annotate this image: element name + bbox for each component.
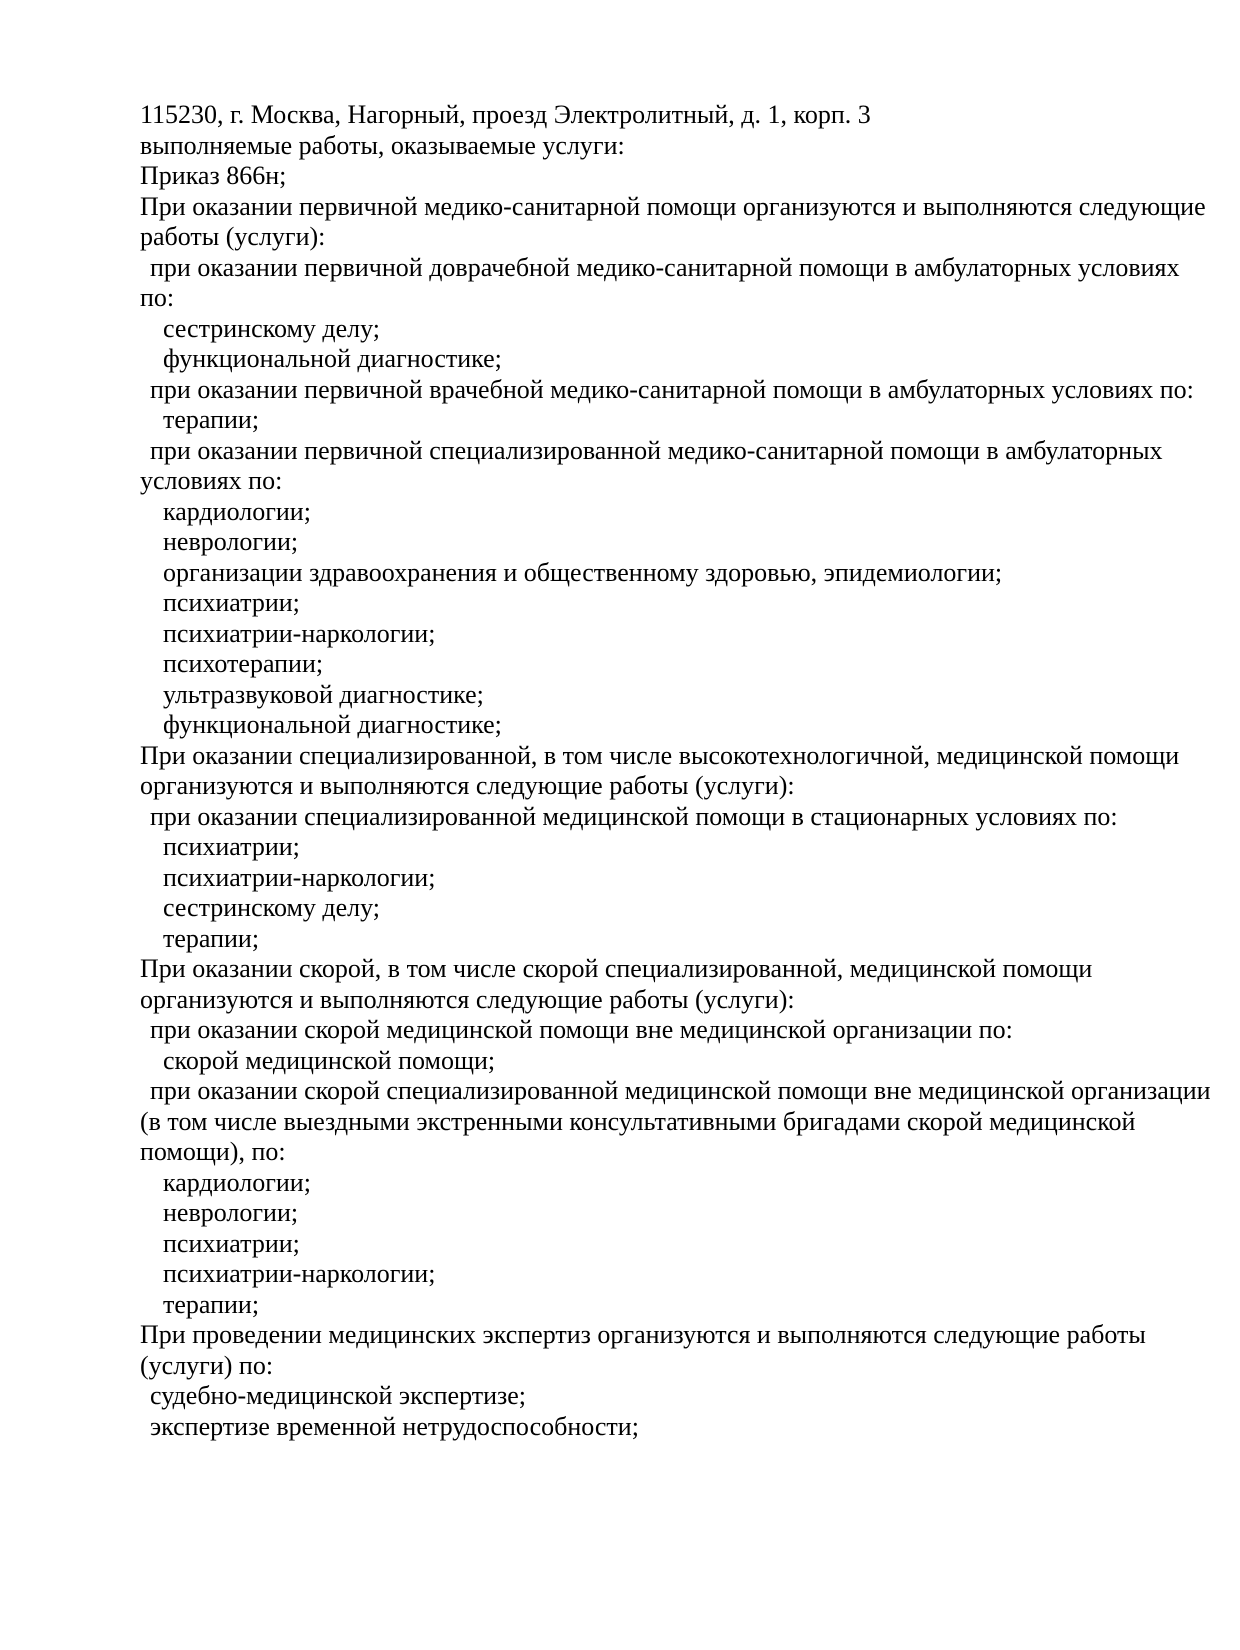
text-line: терапии; [163, 405, 260, 434]
text-line: судебно-медицинской экспертизе; [150, 1381, 527, 1410]
text-line: При оказании скорой, в том числе скорой специализированной, медицинской помощи [140, 954, 1093, 983]
text-line: (услуги) по: [140, 1350, 274, 1380]
text-line: При проведении медицинских экспертиз организуются и выполняются следующие работы [140, 1320, 1146, 1349]
text-line: при оказании специализированной медицинской помощи в стационарных условиях по: [150, 801, 1118, 831]
text-line: организации здравоохранения и общественному здоровью, эпидемиологии; [163, 557, 1003, 587]
text-line: по: [140, 283, 175, 312]
text-line: Приказ 866н; [140, 161, 287, 190]
text-line: при оказании скорой медицинской помощи вне медицинской организации по: [150, 1015, 1013, 1044]
text-line: психотерапии; [163, 649, 324, 678]
text-line: кардиологии; [163, 1167, 311, 1197]
text-line: функциональной диагностике; [163, 710, 502, 739]
text-line: При оказании специализированной, в том числе высокотехнологичной, медицинской помощи [140, 740, 1180, 770]
text-line: помощи), по: [140, 1137, 286, 1166]
text-line: при оказании первичной специализированной медико-санитарной помощи в амбулаторных [150, 435, 1163, 465]
text-line: психиатрии; [163, 1228, 300, 1258]
text-line: выполняемые работы, оказываемые услуги: [140, 130, 625, 160]
text-line: скорой медицинской помощи; [163, 1045, 496, 1075]
text-line: при оказании первичной врачебной медико-санитарной помощи в амбулаторных условиях по: [150, 374, 1194, 404]
text-line: 115230, г. Москва, Нагорный, проезд Электролитный, д. 1, корп. 3 [140, 100, 871, 129]
text-line: неврологии; [163, 527, 299, 556]
text-line: при оказании скорой специализированной медицинской помощи вне медицинской организации [150, 1076, 1211, 1105]
text-line: организуются и выполняются следующие работы (услуги): [140, 771, 795, 800]
text-line: психиатрии-наркологии; [163, 862, 436, 892]
text-line: кардиологии; [163, 496, 311, 526]
text-line: условиях по: [140, 466, 283, 495]
text-line: При оказании первичной медико-санитарной помощи организуются и выполняются следующие [140, 191, 1206, 221]
text-line: терапии; [163, 1289, 260, 1319]
text-line: организуются и выполняются следующие работы (услуги): [140, 984, 795, 1014]
text-line: ультразвуковой диагностике; [163, 679, 484, 709]
text-line: психиатрии; [163, 588, 300, 617]
document-text [140, 100, 1211, 1442]
text-line: сестринскому делу; [163, 313, 381, 343]
text-line: психиатрии-наркологии; [163, 1259, 436, 1288]
text-line: терапии; [163, 923, 260, 953]
text-line: неврологии; [163, 1198, 299, 1227]
text-line: психиатрии; [163, 832, 300, 861]
text-line: (в том числе выездными экстренными консультативными бригадами скорой медицинской [140, 1106, 1136, 1136]
text-line: экспертизе временной нетрудоспособности; [150, 1411, 639, 1441]
text-line: при оказании первичной доврачебной медико-санитарной помощи в амбулаторных условиях [150, 252, 1180, 282]
text-line: функциональной диагностике; [163, 344, 502, 373]
text-line: психиатрии-наркологии; [163, 618, 436, 648]
text-line: работы (услуги): [140, 222, 326, 251]
text-line: сестринскому делу; [163, 893, 381, 922]
